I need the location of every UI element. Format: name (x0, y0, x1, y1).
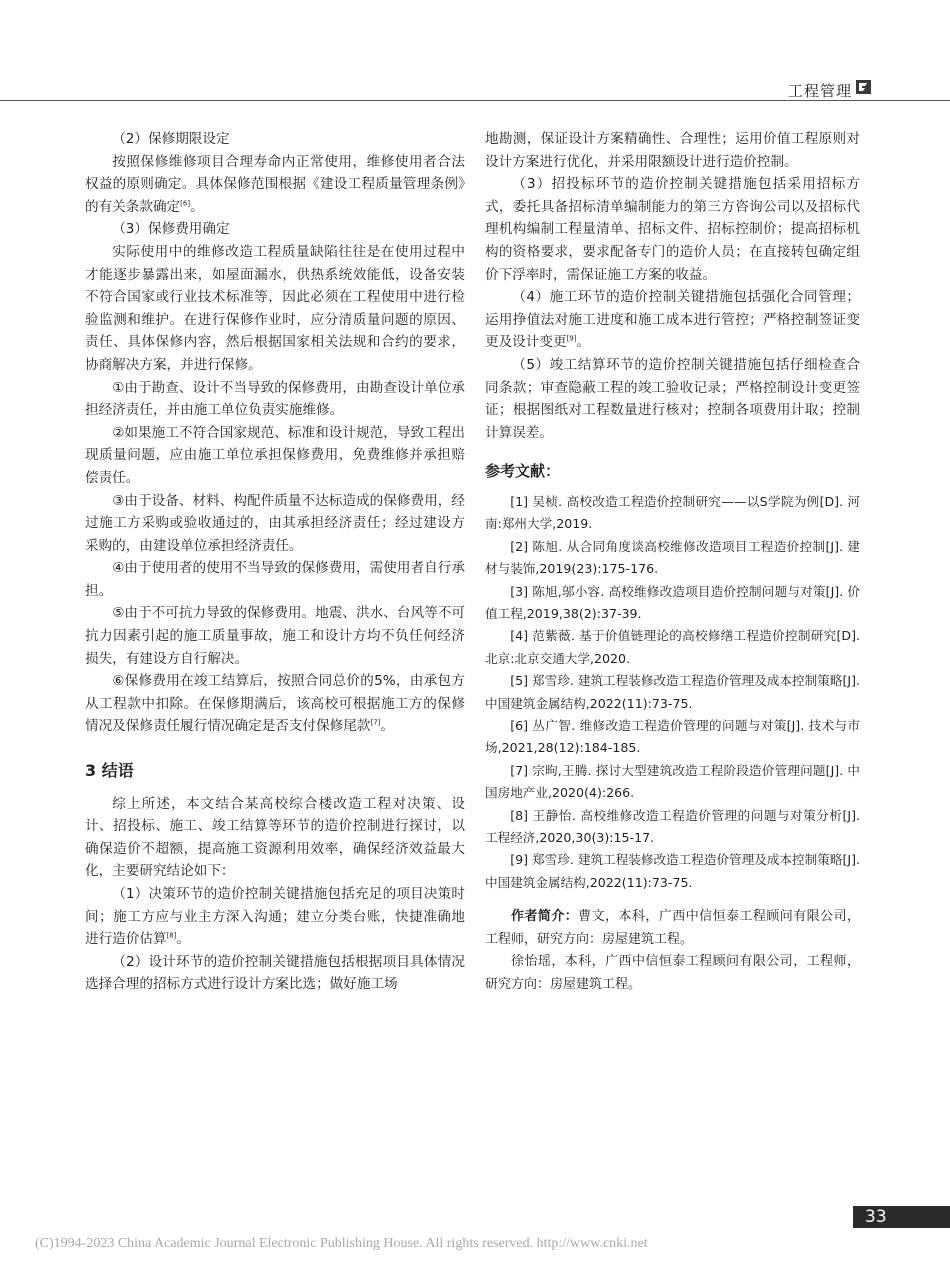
section-heading-conclusion: 3 结语 (85, 761, 134, 781)
subheading-warranty-cost: （3）保修费用确定 (112, 221, 230, 238)
page-header (0, 0, 950, 102)
left-column (85, 128, 465, 996)
paragraph: ⑥保修费用在竣工结算后，按照合同总价的5%，由承包方从工程款中扣除。在保修期满后，该高校可根据施工方的保修情况及保修责任履行情况确定是否支付保修尾款[7]。 (85, 673, 465, 735)
author-bio-first: 作者简介：曹文，本科，广西中信恒泰工程顾问有限公司，工程师，研究方向：房屋建筑工程。 (485, 909, 860, 947)
reference-item: [7] 宗昫,王腾. 探讨大型建筑改造工程阶段造价管理问题[J]. 中国房地产业,2020(4):266. (485, 762, 860, 801)
header-rule (0, 100, 950, 101)
reference-item: [2] 陈旭. 从合同角度谈高校维修改造项目工程造价控制[J]. 建材与装饰,2019(23):175-176. (485, 538, 860, 577)
paragraph: （2）设计环节的造价控制关键措施包括根据项目具体情况选择合理的招标方式进行设计方案比选；做好施工场 (85, 953, 465, 993)
paragraph: 实际使用中的维修改造工程质量缺陷往往是在使用过程中才能逐步暴露出来，如屋面漏水，供热系统效能低，设备安装不符合国家或行业技术标准等，因此必须在工程使用中进行检验监测和维护。在进行保修作业时，应分清质量问题的原因、责任、具体保修内容，然后根据国家相关法规和合约的要求，协商解决方案，并进行保修。 (85, 243, 465, 373)
reference-item: [8] 王静怡. 高校维修改造工程造价管理的问题与对策分析[J]. 工程经济,2020,30(3):15-17. (485, 807, 860, 845)
paragraph: ⑤由于不可抗力导致的保修费用。地震、洪水、台风等不可抗力因素引起的施工质量事故，施工和设计方均不负任何经济损失，有建设方自行解决。 (85, 605, 465, 667)
reference-item: [6] 丛广智. 维修改造工程造价管理的问题与对策[J]. 技术与市场,2021,28(12):184-185. (485, 717, 860, 756)
citation: [6] (180, 199, 191, 208)
reference-list (485, 491, 860, 894)
paragraph: （4）施工环节的造价控制关键措施包括强化合同管理；运用挣值法对施工进度和施工成本进行管控；严格控制签证变更及设计变更[9]。 (485, 289, 860, 351)
paragraph: （5）竣工结算环节的造价控制关键措施包括仔细检查合同条款；审查隐蔽工程的竣工验收记录；严格控制设计变更签证；根据图纸对工程数量进行核对；控制各项费用计取；控制计算误差。 (485, 356, 860, 441)
paragraph: （3）招投标环节的造价控制关键措施包括采用招标方式，委托具备招标清单编制能力的第三方咨询公司以及招标代理机构编制工程量清单、招标文件、招标控制价；提高招标机构的资格要求，要求配备专门的造价人员；在直接转包确定组价下浮率时，需保证施工方案的收益。 (485, 176, 860, 283)
citation: [7] (370, 718, 381, 727)
paragraph: ④由于使用者的使用不当导致的保修费用，需使用者自行承担。 (85, 560, 465, 599)
page-number: 33 (853, 1206, 950, 1228)
citation: [8] (166, 931, 177, 940)
reference-item: [4] 范紫薇. 基于价值链理论的高校修缮工程造价控制研究[D]. 北京:北京交通大学,2020. (485, 628, 860, 666)
reference-item: [3] 陈旭,邬小容. 高校维修改造项目造价控制问题与对策[J]. 价值工程,2019,38(2):37-39. (485, 583, 860, 621)
author-bio (485, 906, 860, 996)
journal-logo-icon (856, 80, 871, 94)
paragraph: 地勘测，保证设计方案精确性、合理性；运用价值工程原则对设计方案进行优化，并采用限额设计进行造价控制。 (485, 131, 860, 170)
right-column (485, 128, 860, 996)
copyright-footer: (C)1994-2023 China Academic Journal Electronic Publishing House. All rights reserved. http://www.cnki.net (35, 1236, 648, 1251)
references-heading: 参考文献： (485, 462, 561, 481)
citation: [9] (566, 334, 577, 343)
journal-section-title: 工程管理 (787, 82, 852, 100)
paragraph: （1）决策环节的造价控制关键措施包括充足的项目决策时间；施工方应与业主方深入沟通；建立分类台账，快捷准确地进行造价估算[8]。 (85, 886, 465, 948)
paragraph: ②如果施工不符合国家规范、标准和设计规范，导致工程出现质量问题，应由施工单位承担保修费用，免费维修并承担赔偿责任。 (85, 424, 465, 486)
reference-item: [1] 吴桢. 高校改造工程造价控制研究——以S学院为例[D]. 河南:郑州大学,2019. (485, 493, 860, 532)
subheading-warranty-period: （2）保修期限设定 (112, 131, 230, 147)
reference-item: [5] 郑雪珍. 建筑工程装修改造工程造价管理及成本控制策略[J]. 中国建筑金属结构,2022(11):73-75. (485, 673, 860, 711)
paragraph: ①由于勘查、设计不当导致的保修费用，由勘查设计单位承担经济责任，并由施工单位负责实施维修。 (85, 379, 465, 419)
author-bio-second: 徐怡瑶，本科，广西中信恒泰工程顾问有限公司，工程师，研究方向：房屋建筑工程。 (485, 954, 860, 992)
paragraph: ③由于设备、材料、构配件质量不达标造成的保修费用，经过施工方采购或验收通过的，由其承担经济责任；经过建设方采购的，由建设单位承担经济责任。 (85, 492, 465, 554)
paragraph: 按照保修维修项目合理寿命内正常使用，维修使用者合法权益的原则确定。具体保修范围根据《建设工程质量管理条例》的有关条款确定[6]。 (85, 153, 465, 215)
paragraph: 综上所述，本文结合某高校综合楼改造工程对决策、设计、招投标、施工、竣工结算等环节的造价控制进行探讨，以确保造价不超额，提高施工资源利用效率，确保经济效益最大化，主要研究结论如下： (85, 795, 465, 880)
author-bio-label: 作者简介： (511, 909, 579, 925)
reference-item: [9] 郑雪珍. 建筑工程装修改造工程造价管理及成本控制策略[J]. 中国建筑金属结构,2022(11):73-75. (485, 852, 860, 890)
